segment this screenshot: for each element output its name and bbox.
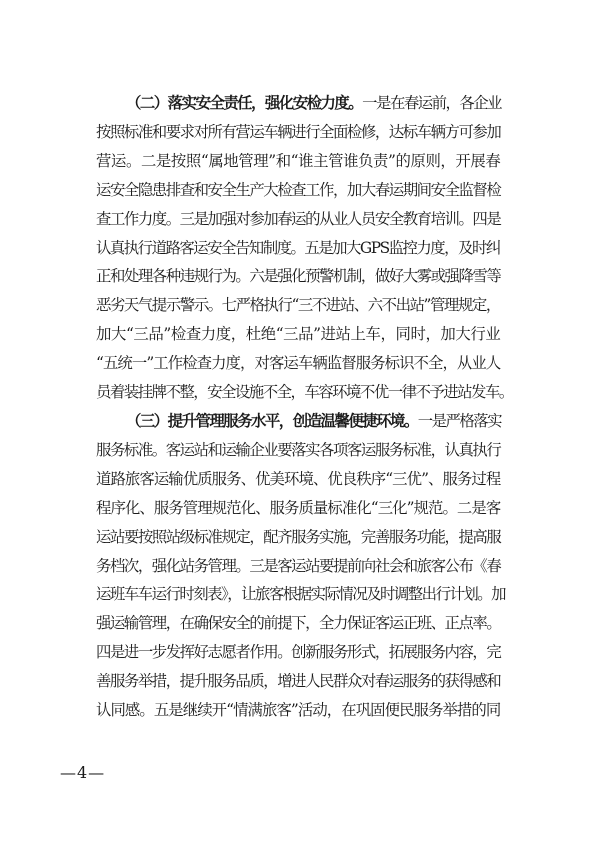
text-line: 运站要按照站级标准规定，配齐服务实施，完善服务功能，提高服 [96, 527, 501, 546]
text-line: 认同感。五是继续开“情满旅客”活动，在巩固便民服务举措的同 [96, 701, 501, 720]
text-line: 服务标准。客运站和运输企业要落实各项客运服务标准，认真执行 [96, 440, 501, 459]
text-line: 查工作力度。三是加强对参加春运的从业人员安全教育培训。四是 [96, 209, 501, 228]
text-line: 程序化、服务管理规范化、服务质量标准化“三化”规范。二是客 [96, 498, 501, 517]
text-line: 营运。二是按照“属地管理”和“谁主管谁负责”的原则，开展春 [96, 151, 501, 170]
text-line: 运安全隐患排查和安全生产大检查工作，加大春运期间安全监督检 [96, 180, 501, 199]
section-heading: （二）落实安全责任，强化安检力度。 [126, 94, 363, 112]
text-line: 强运输管理，在确保安全的前提下，全力保证客运正班、正点率。 [96, 614, 501, 633]
text-line: 善服务举措，提升服务品质，增进人民群众对春运服务的获得感和 [96, 672, 501, 691]
paragraph-safety-responsibility [96, 89, 513, 407]
text-line: 按照标准和要求对所有营运车辆进行全面检修，达标车辆方可参加 [96, 122, 501, 141]
text-line: （三）提升管理服务水平，创造温馨便捷环境。一是严格落实 [126, 411, 502, 430]
paragraph-service-level [96, 407, 506, 725]
text-line: 务档次，强化站务管理。三是客运站要提前向社会和旅客公布《春 [96, 556, 501, 575]
text-line: 恶劣天气提示警示。七严格执行“三不进站、六不出站”管理规定， [96, 296, 500, 315]
text-line: 运班车车运行时刻表》，让旅客根据实际情况及时调整出行计划。加 [96, 585, 506, 604]
text-line: “五统一”工作检查力度，对客运车辆监督服务标识不全，从业人 [96, 354, 501, 373]
text-line: 认真执行道路客运安全告知制度。五是加大GPS监控力度，及时纠 [96, 238, 500, 257]
text-line: 道路旅客运输优质服务、优美环境、优良秩序“三优”、服务过程 [96, 469, 501, 488]
text-line: 员着装挂牌不整，安全设施不全，车容环境不优一律不予进站发车。 [96, 383, 513, 402]
page-number: —4— [60, 763, 106, 782]
body-text [96, 89, 513, 725]
text-line: （二）落实安全责任，强化安检力度。一是在春运前，各企业 [126, 94, 502, 112]
text-line: 四是进一步发挥好志愿者作用。创新服务形式，拓展服务内容，完 [96, 643, 501, 662]
text-line: 正和处理各种违规行为。六是强化预警机制，做好大雾或强降雪等 [96, 267, 501, 286]
section-heading: （三）提升管理服务水平，创造温馨便捷环境。 [126, 411, 418, 430]
text-line: 加大“三品”检查力度，杜绝“三品”进站上车，同时，加大行业 [96, 325, 501, 344]
